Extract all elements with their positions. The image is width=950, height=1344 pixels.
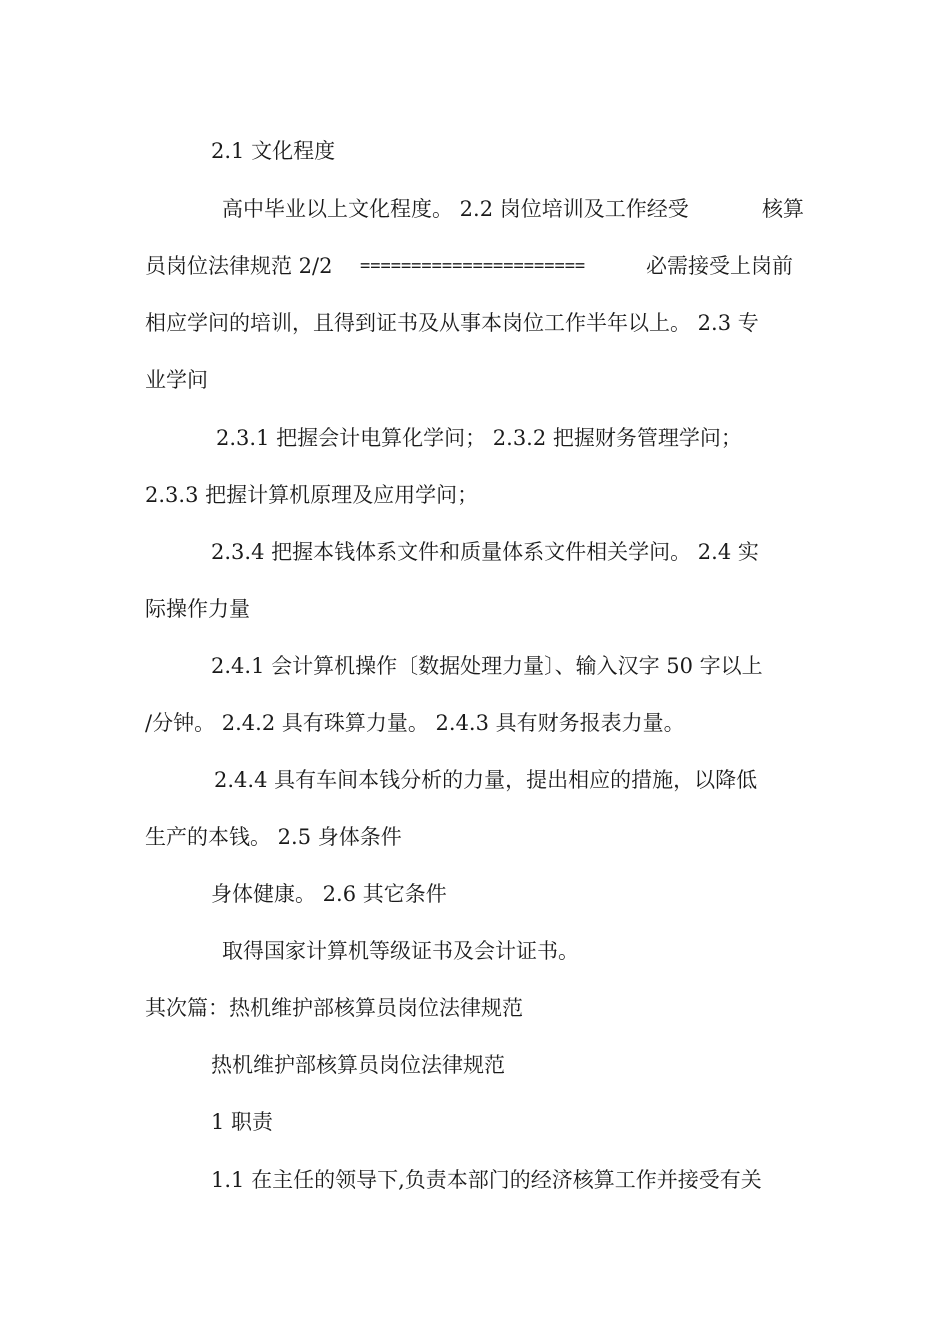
paragraph-line: 必需接受上岗前 (646, 254, 793, 278)
section-heading: 其次篇：热机维护部核算员岗位法律规范 (145, 996, 523, 1020)
paragraph-line: 相应学问的培训，且得到证书及从事本岗位工作半年以上。 2.3 专 (145, 311, 759, 335)
heading-1: 1 职责 (211, 1110, 274, 1134)
paragraph-line: 取得国家计算机等级证书及会计证书。 (222, 939, 579, 963)
paragraph-line: 生产的本钱。 2.5 身体条件 (145, 825, 402, 849)
paragraph-line: 2.3.3 把握计算机原理及应用学问； (145, 483, 479, 507)
paragraph-line: 2.4.1 会计算机操作〔数据处理力量〕、输入汉字 50 字以上 (211, 654, 763, 678)
heading-2-1: 2.1 文化程度 (211, 139, 336, 163)
paragraph-line: 身体健康。 2.6 其它条件 (211, 882, 447, 906)
paragraph-line: 1.1 在主任的领导下,负责本部门的经济核算工作并接受有关 (211, 1168, 762, 1192)
paragraph-line: 高中毕业以上文化程度。 2.2 岗位培训及工作经受 (222, 197, 689, 221)
paragraph-line: 2.4.4 具有车间本钱分析的力量，提出相应的措施，以降低 (214, 768, 758, 792)
paragraph-line: 2.3.1 把握会计电算化学问； 2.3.2 把握财务管理学问； (216, 426, 742, 450)
paragraph-line: 业学问 (145, 368, 208, 392)
paragraph-line: 核算 (762, 197, 804, 221)
separator-line: ====================== (360, 256, 586, 276)
paragraph-line: 际操作力量 (145, 597, 250, 621)
paragraph-line: 2.3.4 把握本钱体系文件和质量体系文件相关学问。 2.4 实 (211, 540, 759, 564)
paragraph-line: /分钟。 2.4.2 具有珠算力量。 2.4.3 具有财务报表力量。 (145, 711, 685, 735)
section-title: 热机维护部核算员岗位法律规范 (211, 1053, 505, 1077)
paragraph-line: 员岗位法律规范 2/2 (145, 254, 333, 278)
